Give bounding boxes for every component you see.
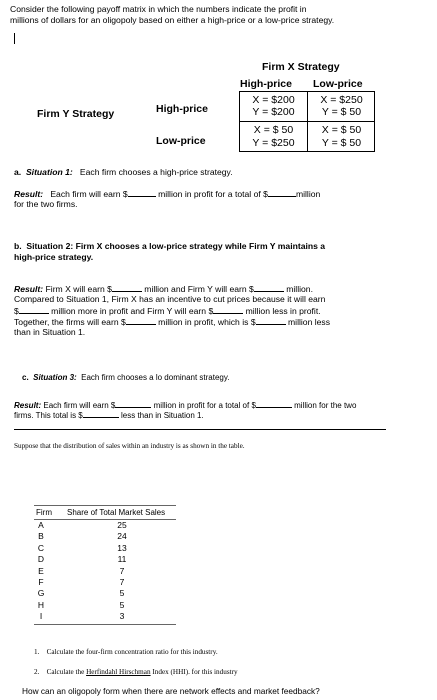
table-cell-firm: H — [37, 599, 45, 610]
cell-hl-y: Y = $ 50 — [321, 106, 362, 118]
table-cell-firm: G — [37, 588, 45, 599]
text-cursor — [14, 33, 15, 44]
firm-x-title: Firm X Strategy — [262, 61, 340, 73]
situation-2-result-l4: Together, the firms will earn $ million in profit, which is $ million less — [14, 317, 331, 327]
matrix-divider-h — [239, 121, 375, 122]
section-divider — [14, 429, 386, 430]
answer-blank[interactable] — [256, 399, 292, 408]
answer-blank[interactable] — [128, 188, 156, 197]
table-cell-share: 5 — [119, 588, 125, 599]
answer-blank[interactable] — [213, 305, 243, 314]
cell-hl-x: X = $250 — [320, 94, 363, 106]
intro-line-2: millions of dollars for an oligopoly based on either a high-price or a low-price strategy. — [10, 15, 335, 25]
row-high-price: High-price — [156, 103, 208, 115]
situation-3-result: Result: Each firm will earn $ million in profit for a total of $ million for the two — [14, 401, 357, 410]
cell-hh-y: Y = $200 — [252, 106, 295, 118]
situation-3-result-cont: firms. This total is $ less than in Situation 1. — [14, 411, 204, 420]
table-cell-firm: D — [37, 554, 45, 565]
situation-2-result-l3: $ million more in profit and Firm Y will earn $ million less in profit. — [14, 306, 321, 316]
table-cell-share: 7 — [119, 565, 125, 576]
situation-1-label: Situation 1: — [25, 167, 73, 177]
situation-2-title: b. Situation 2: Firm X chooses a low-price strategy while Firm Y maintains a — [14, 241, 326, 251]
situation-1-line: a. Situation 1: Each firm chooses a high-price strategy. — [14, 167, 233, 177]
col-share: Share of Total Market Sales — [67, 508, 166, 517]
question-1: 1. Calculate the four-firm concentration ratio for this industry. — [34, 648, 218, 656]
situation-1-result: Result: Each firm will earn $ million in profit for a total of $ million — [14, 189, 321, 199]
cell-hh-x: X = $200 — [252, 94, 295, 106]
answer-blank[interactable] — [256, 316, 286, 325]
situation-1-result-cont: for the two firms. — [14, 199, 78, 209]
distribution-intro: Suppose that the distribution of sales within an industry is as shown in the table. — [14, 442, 245, 450]
table-cell-share: 25 — [117, 520, 127, 530]
situation-3-line: c. Situation 3: Each firm chooses a lo dominant strategy. — [22, 373, 230, 382]
cell-lh-x: X = $ 50 — [253, 124, 294, 136]
table-cell-firm: B — [38, 531, 44, 542]
answer-blank[interactable] — [115, 399, 151, 408]
table-bottom-rule — [34, 624, 176, 625]
hhi-link[interactable]: Herfindahl Hirschman — [86, 668, 151, 676]
intro-line-1: Consider the following payoff matrix in which the numbers indicate the profit in — [10, 4, 307, 14]
table-cell-share: 11 — [117, 554, 127, 565]
table-cell-share: 13 — [117, 542, 127, 553]
col-firm: Firm — [36, 508, 52, 517]
table-cell-firm: A — [38, 520, 44, 530]
table-cell-firm: E — [38, 565, 44, 576]
answer-blank[interactable] — [126, 316, 156, 325]
col-low-price: Low-price — [313, 78, 363, 90]
firm-y-title: Firm Y Strategy — [37, 108, 115, 120]
answer-blank[interactable] — [83, 409, 119, 418]
row-low-price: Low-price — [156, 135, 206, 147]
table-cell-firm: F — [38, 577, 44, 588]
situation-2-title-cont: high-price strategy. — [14, 252, 94, 262]
situation-2-result-l5: than in Situation 1. — [14, 327, 86, 337]
situation-3-label: Situation 3: — [33, 373, 77, 382]
table-cell-share: 24 — [117, 531, 127, 542]
cell-ll-y: Y = $ 50 — [321, 137, 362, 149]
table-top-rule — [34, 505, 176, 506]
table-cell-share: 3 — [119, 611, 125, 622]
final-question: How can an oligopoly form when there are network effects and market feedback? — [22, 686, 320, 696]
situation-2-result-l2: Compared to Situation 1, Firm X has an incentive to cut prices because it will earn — [14, 294, 326, 304]
table-cell-share: 5 — [119, 599, 125, 610]
situation-2-result-l1: Result: Firm X will earn $ million and Firm Y will earn $ million. — [14, 284, 313, 294]
table-cell-firm: C — [37, 542, 45, 553]
cell-lh-y: Y = $250 — [252, 137, 295, 149]
cell-ll-x: X = $ 50 — [321, 124, 362, 136]
table-cell-firm: I — [39, 611, 43, 622]
answer-blank[interactable] — [112, 283, 142, 292]
firm-column — [36, 520, 46, 623]
table-header-rule — [34, 519, 176, 520]
col-high-price: High-price — [240, 78, 292, 90]
share-column — [110, 520, 134, 623]
answer-blank[interactable] — [19, 305, 49, 314]
table-cell-share: 7 — [119, 577, 125, 588]
answer-blank[interactable] — [268, 188, 296, 197]
answer-blank[interactable] — [254, 283, 284, 292]
question-2: 2. Calculate the Herfindahl Hirschman Index (HHI). for this industry — [34, 668, 238, 676]
